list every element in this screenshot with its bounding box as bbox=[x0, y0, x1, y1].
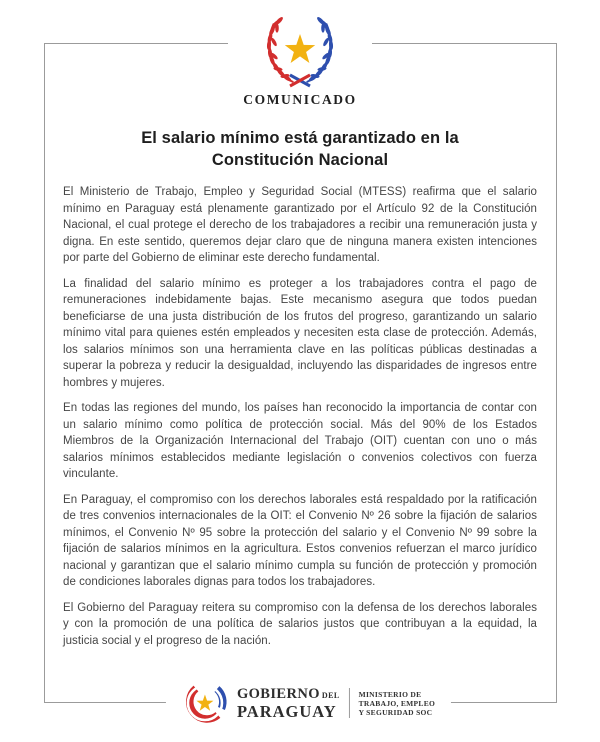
ministry-line-2: TRABAJO, EMPLEO bbox=[358, 698, 436, 708]
page-title: El salario mínimo está garantizado en la Constitución Nacional bbox=[141, 129, 459, 169]
paragraph-5: El Gobierno del Paraguay reitera su compromiso con la defensa de los derechos laborales y con la promoción de una política de salarios justos que contribuyan a la equidad, la justicia social y el progreso de la nación. bbox=[63, 601, 537, 647]
body-paragraphs bbox=[63, 184, 537, 649]
paragraph-3: En todas las regiones del mundo, los países han reconocido la importancia de contar con un salario mínimo como política de protección social. Más del 90% de los Estados Miembros de la Organización Internacional del Trabajo (OIT) cuentan con uno o más salarios mínimos establecidos mediante legislación o convenios colectivos con fuerza vinculante. bbox=[63, 402, 537, 480]
paraguay-wreath-emblem bbox=[228, 14, 372, 88]
government-name-top: GOBIERNO bbox=[236, 685, 320, 702]
ministry-name bbox=[359, 690, 436, 717]
government-name bbox=[237, 686, 340, 721]
ministry-line-1: MINISTERIO DE bbox=[358, 689, 422, 699]
gold-star-icon bbox=[285, 34, 315, 63]
ministry-line-3: Y SEGURIDAD SOC bbox=[358, 707, 433, 717]
kicker-heading: COMUNICADO bbox=[243, 92, 357, 107]
paragraph-4: En Paraguay, el compromiso con los derechos laborales está respaldado por la ratificación de tres convenios internacionales de la OIT: el Convenio Nº 26 sobre la fijación de salarios mínimos, el Convenio Nº 95 sobre la protección del salario y el Convenio Nº 99 sobre la fijación de salarios mínimos en la agricultura. Estos convenios refuerzan el marco jurídico nacional y garantizan que el salario mínimo cumpla su función de protección y promoción de condiciones laborales dignas para todos los trabajadores. bbox=[63, 493, 537, 588]
government-name-del: DEL bbox=[321, 690, 340, 700]
document-content bbox=[63, 93, 537, 649]
government-name-bottom: PARAGUAY bbox=[236, 701, 337, 721]
wreath-star-icon bbox=[254, 14, 346, 88]
footer-divider bbox=[349, 688, 350, 718]
paragraph-2: La finalidad del salario mínimo es proteger a los trabajadores contra el pago de remuneraciones indebidamente bajas. Este mecanismo asegura que todos puedan beneficiarse de una justa distribución de los frutos del progreso, garantizando un salario mínimo vital para quienes estén empleados y necesiten esta clase de protección. Además, los salarios mínimos son una herramienta clave en las políticas públicas destinadas a superar la pobreza y reducir la desigualdad, incluyendo las disparidades de ingresos entre hombres y mujeres. bbox=[63, 277, 537, 389]
gobierno-paraguay-roundel-icon bbox=[182, 680, 228, 726]
government-footer-logo bbox=[166, 678, 451, 728]
paragraph-1: El Ministerio de Trabajo, Empleo y Seguridad Social (MTESS) reafirma que el salario mínimo en Paraguay está plenamente garantizado por el Artículo 92 de la Constitución Nacional, el cual protege el derecho de los trabajadores a recibir una remuneración justa y digna. En este sentido, queremos dejar claro que de ninguna manera existen intenciones por parte del Gobierno de eliminar este derecho fundamental. bbox=[63, 186, 537, 264]
